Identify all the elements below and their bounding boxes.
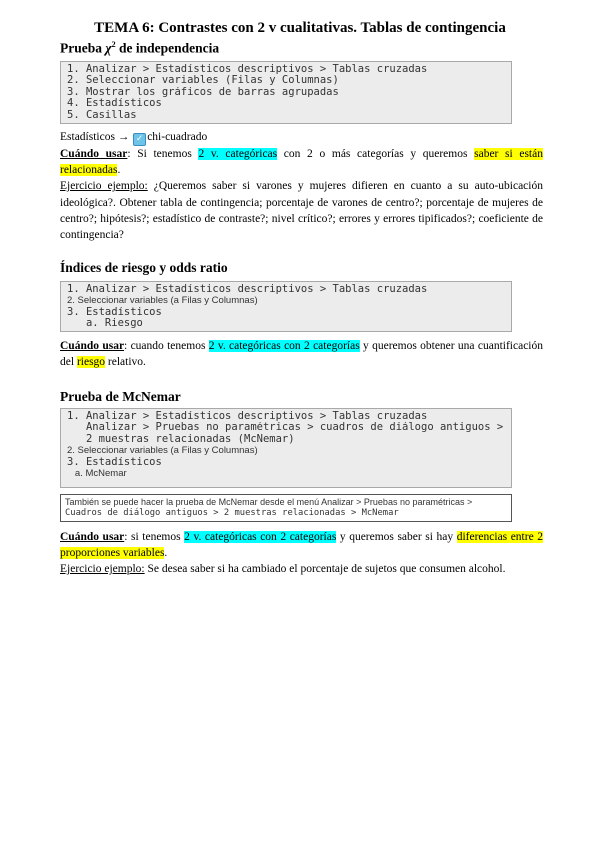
step-line: 1. Analizar > Estadísticos descriptivos > Tablas cruzadas bbox=[67, 64, 428, 75]
step-line: 2. Seleccionar variables (a Filas y Columnas) bbox=[67, 295, 258, 307]
cuando-usar-paragraph bbox=[60, 529, 543, 561]
step-line: 4. Estadísticos bbox=[67, 98, 162, 110]
mcnemar-body bbox=[60, 529, 543, 578]
ejemplo-paragraph bbox=[60, 561, 543, 577]
ejemplo-text: Se desea saber si ha cambiado el porcentaje de sujetos que consumen alcohol. bbox=[144, 563, 506, 576]
text-run: . bbox=[117, 164, 121, 177]
cuando-usar-label: Cuándo usar bbox=[60, 340, 125, 352]
chi-cuadrado-label: chi-cuadrado bbox=[147, 131, 208, 143]
text-run: : cuando tenemos bbox=[124, 340, 209, 352]
step-line: 2. Seleccionar variables (Filas y Columnas) bbox=[67, 75, 339, 87]
estadisticos-label: Estadísticos → bbox=[60, 131, 130, 143]
step-line: 3. Mostrar los gráficos de barras agrupadas bbox=[67, 86, 339, 98]
text-run: y queremos obtener una cuantificación del bbox=[60, 340, 543, 369]
chi-exponent: 2 bbox=[111, 40, 116, 49]
cuando-usar-paragraph bbox=[60, 338, 543, 370]
step-line: a. McNemar bbox=[67, 468, 127, 480]
highlight-yellow: saber si están relacionadas bbox=[60, 148, 543, 177]
chi-steps-box bbox=[60, 61, 512, 124]
chi-body bbox=[60, 129, 543, 243]
step-line: 1. Analizar > Estadísticos descriptivos > Tablas cruzadas bbox=[67, 411, 428, 422]
page-title: TEMA 6: Contrastes con 2 v cualitativas. Tablas de contingencia bbox=[94, 20, 506, 36]
checkbox-icon: ✓ bbox=[133, 133, 146, 146]
step-line: 3. Estadísticos bbox=[67, 456, 162, 468]
highlight-cyan: 2 v. categóricas con 2 categorías bbox=[208, 340, 360, 352]
note-line: También se puede hacer la prueba de McNemar desde el menú Analizar > Pruebas no paramétricas > bbox=[65, 497, 473, 507]
text-run: y queremos saber si hay bbox=[336, 531, 457, 543]
text-run: con 2 o más categorías y queremos bbox=[277, 148, 475, 160]
ejemplo-text: ¿Queremos saber si varones y mujeres difieren en cuanto a su auto-ubicación ideológica?. Obtener tabla de contingencia; porcentaje de varones de centro?; porcentaje de mujeres de centro?; hipótesis?; estadístico de contraste?; nivel crítico?; errores y errores tipificados?; coeficiente de contingencia? bbox=[60, 180, 543, 242]
riesgo-heading: Índices de riesgo y odds ratio bbox=[60, 260, 228, 275]
cuando-usar-paragraph bbox=[60, 146, 543, 178]
ejemplo-paragraph bbox=[60, 178, 543, 243]
mcnemar-steps-box bbox=[60, 408, 512, 488]
mcnemar-heading: Prueba de McNemar bbox=[60, 389, 181, 404]
note-line: Cuadros de diálogo antiguos > 2 muestras relacionadas > McNemar bbox=[65, 508, 399, 518]
chi-square-heading bbox=[60, 40, 219, 57]
cuando-usar-label: Cuándo usar bbox=[60, 148, 128, 160]
cuando-usar-label: Cuándo usar bbox=[60, 531, 125, 543]
mcnemar-note-box bbox=[60, 494, 512, 522]
text-run: : Si tenemos bbox=[127, 148, 199, 160]
highlight-yellow: diferencias entre 2 proporciones variables bbox=[60, 531, 544, 560]
step-line: 3. Estadísticos bbox=[67, 306, 162, 318]
text-run: relativo. bbox=[105, 356, 146, 369]
riesgo-body bbox=[60, 338, 543, 370]
highlight-cyan: 2 v. categóricas con 2 categorías bbox=[184, 531, 337, 543]
highlight-yellow: riesgo bbox=[76, 356, 106, 369]
step-line: 2. Seleccionar variables (a Filas y Columnas) bbox=[67, 445, 258, 457]
step-line: a. Riesgo bbox=[67, 318, 143, 330]
step-line: 1. Analizar > Estadísticos descriptivos > Tablas cruzadas bbox=[67, 284, 428, 295]
chi-symbol: χ bbox=[105, 40, 112, 56]
ejemplo-label: Ejercicio ejemplo: bbox=[60, 180, 148, 193]
heading-suffix: de independencia bbox=[115, 40, 220, 56]
heading-prefix: Prueba bbox=[60, 40, 106, 56]
highlight-cyan: 2 v. categóricas bbox=[198, 148, 278, 160]
ejemplo-label: Ejercicio ejemplo: bbox=[60, 563, 145, 576]
step-line: 5. Casillas bbox=[67, 109, 137, 121]
riesgo-steps-box bbox=[60, 281, 512, 332]
estadisticos-line bbox=[60, 129, 543, 146]
step-line: Analizar > Pruebas no paramétricas > cuadros de diálogo antiguos > bbox=[67, 422, 504, 434]
step-line: 2 muestras relacionadas (McNemar) bbox=[67, 433, 295, 445]
text-run: : si tenemos bbox=[124, 531, 185, 543]
text-run: . bbox=[164, 547, 168, 560]
